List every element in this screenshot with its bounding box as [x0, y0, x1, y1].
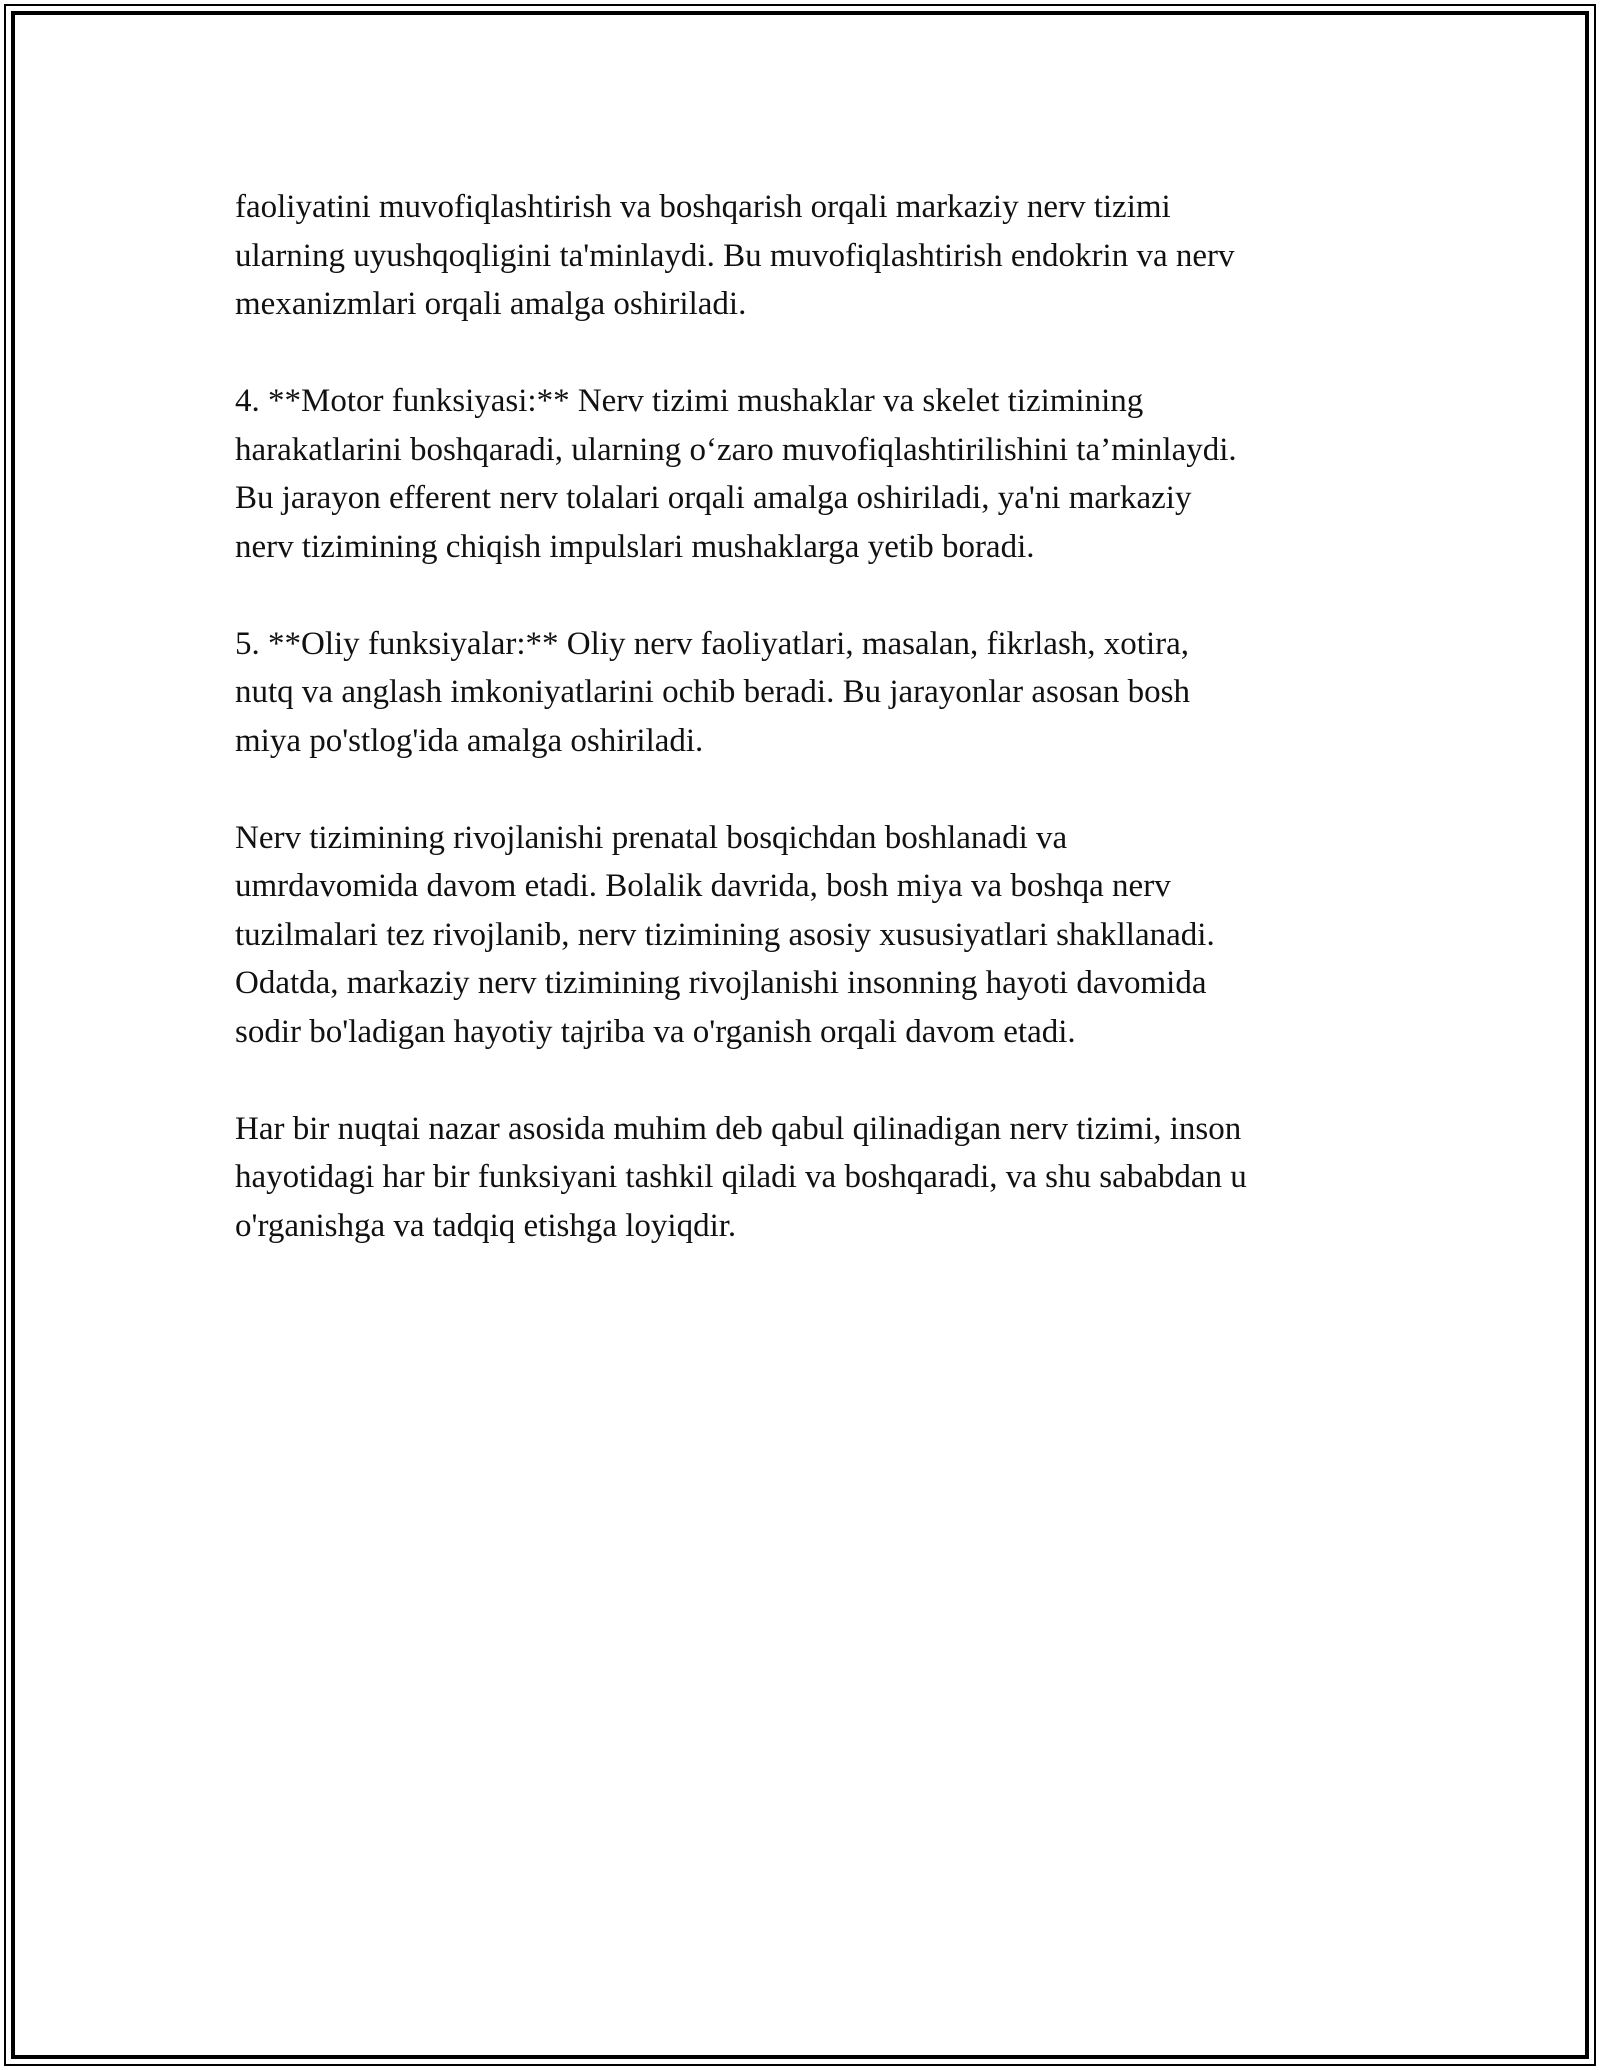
text-line: nutq va anglash imkoniyatlarini ochib beradi. Bu jarayonlar asosan bosh [235, 674, 1190, 710]
text-line: sodir bo'ladigan hayotiy tajriba va o'rganish orqali davom etadi. [235, 1013, 1076, 1050]
paragraph-motor-function [235, 377, 1395, 571]
text-line: Bu jarayon efferent nerv tolalari orqali amalga oshiriladi, ya'ni markaziy [235, 480, 1192, 516]
text-line: Har bir nuqtai nazar asosida muhim deb qabul qilinadigan nerv tizimi, inson [235, 1110, 1242, 1147]
text-line: miya po'stlog'ida amalga oshiriladi. [235, 722, 704, 759]
text-line: 5. **Oliy funksiyalar:** Oliy nerv faoliyatlari, masalan, fikrlash, xotira, [235, 625, 1190, 662]
paragraph-development [235, 814, 1395, 1057]
paragraph-conclusion [235, 1105, 1395, 1251]
text-line: hayotidagi har bir funksiyani tashkil qiladi va boshqaradi, va shu sababdan u [235, 1159, 1247, 1195]
text-line: umrdavomida davom etadi. Bolalik davrida, bosh miya va boshqa nerv [235, 868, 1171, 904]
text-line: o'rganishga va tadqiq etishga loyiqdir. [235, 1207, 737, 1244]
document-body [235, 183, 1395, 1250]
text-line: harakatlarini boshqaradi, ularning o‘zaro muvofiqlashtirilishini ta’minlaydi. [235, 431, 1237, 468]
text-line: 4. **Motor funksiyasi:** Nerv tizimi mushaklar va skelet tizimining [235, 383, 1144, 419]
text-line: mexanizmlari orqali amalga oshiriladi. [235, 286, 747, 322]
paragraph-higher-functions [235, 620, 1395, 766]
text-line: faoliyatini muvofiqlashtirish va boshqarish orqali markaziy nerv tizimi [235, 189, 1171, 225]
text-line: nerv tizimining chiqish impulslari mushaklarga yetib boradi. [235, 528, 1035, 565]
text-line: ularning uyushqoqligini ta'minlaydi. Bu muvofiqlashtirish endokrin va nerv [235, 237, 1235, 274]
text-line: Odatda, markaziy nerv tizimining rivojlanishi insonning hayoti davomida [235, 965, 1207, 1001]
text-line: tuzilmalari tez rivojlanib, nerv tizimining asosiy xususiyatlari shakllanadi. [235, 916, 1215, 953]
paragraph-coordination [235, 183, 1395, 329]
text-line: Nerv tizimining rivojlanishi prenatal bosqichdan boshlanadi va [235, 819, 1068, 856]
